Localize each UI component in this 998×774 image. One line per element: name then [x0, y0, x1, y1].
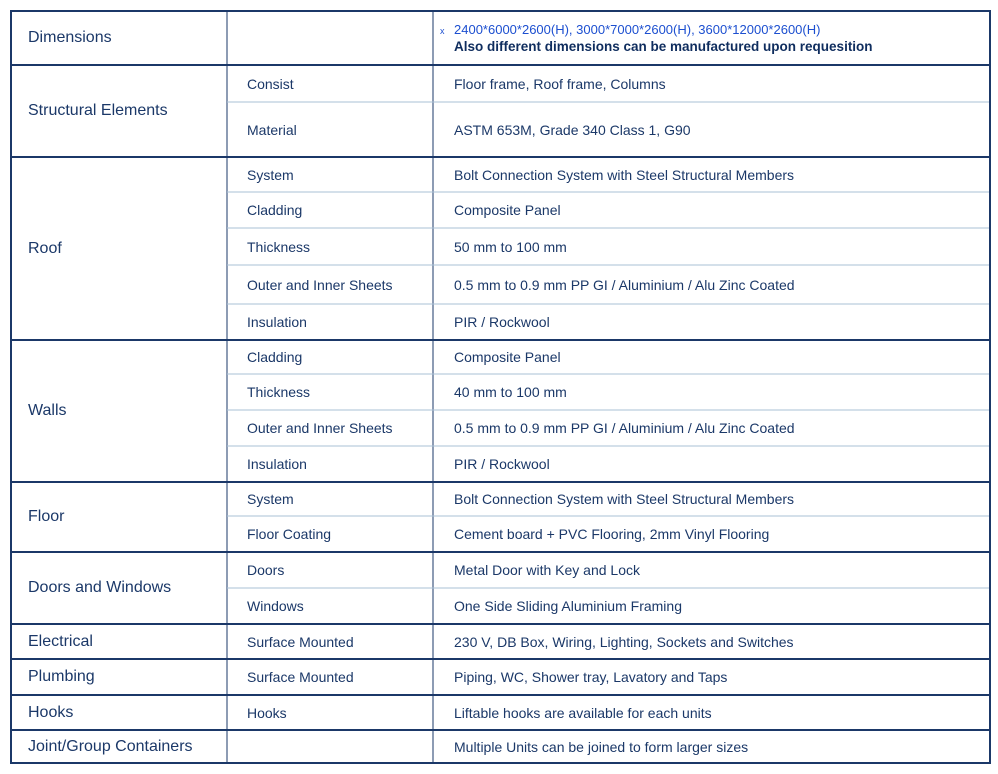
row-label-surface-mounted: Surface Mounted — [247, 633, 354, 650]
row-value-floor-coating: Cement board + PVC Flooring, 2mm Vinyl Flooring — [454, 526, 770, 542]
group-label-walls: Walls — [28, 402, 67, 419]
row-label-outer-and-inner-sheets: Outer and Inner Sheets — [247, 420, 393, 436]
group-label-floor: Floor — [28, 508, 65, 525]
row-value-cladding: Composite Panel — [454, 202, 561, 218]
dimensions-label: Dimensions — [28, 28, 112, 46]
row-label-windows: Windows — [247, 598, 304, 614]
row-label-consist: Consist — [247, 75, 294, 92]
row-value-hooks: Liftable hooks are available for each units — [454, 704, 712, 721]
row-value-consist: Floor frame, Roof frame, Columns — [454, 75, 666, 92]
row-value-doors: Metal Door with Key and Lock — [454, 562, 640, 578]
row-value-surface-mounted: Piping, WC, Shower tray, Lavatory and Taps — [454, 669, 728, 685]
row-label-system: System — [247, 491, 294, 507]
row-value-insulation: PIR / Rockwool — [454, 456, 550, 472]
row-label-thickness: Thickness — [247, 238, 311, 255]
bullet-marker: x — [440, 25, 445, 36]
row-label-hooks: Hooks — [247, 704, 287, 721]
group-label-plumbing: Plumbing — [28, 668, 95, 685]
group-label-electrical: Electrical — [28, 632, 93, 650]
dimension-sizes: 2400*6000*2600(H), 3000*7000*2600(H), 3600*12000*2600(H) — [454, 21, 821, 37]
row-label-thickness: Thickness — [247, 384, 311, 400]
row-value-material: ASTM 653M, Grade 340 Class 1, G90 — [454, 121, 691, 138]
group-label-roof: Roof — [28, 239, 62, 257]
row-label-cladding: Cladding — [247, 202, 303, 218]
group-label-structural-elements: Structural Elements — [28, 102, 168, 119]
row-label-insulation: Insulation — [247, 456, 307, 472]
row-value-insulation: PIR / Rockwool — [454, 314, 550, 330]
row-label-outer-and-inner-sheets: Outer and Inner Sheets — [247, 276, 393, 293]
custom-dimensions-note: Also different dimensions can be manufactured upon requesition — [454, 38, 873, 54]
row-label-floor-coating: Floor Coating — [247, 526, 332, 542]
row-label-system: System — [247, 166, 294, 183]
row-value-thickness: 40 mm to 100 mm — [454, 384, 567, 400]
row-value-thickness: 50 mm to 100 mm — [454, 238, 567, 255]
row-value-surface-mounted: 230 V, DB Box, Wiring, Lighting, Sockets and Switches — [454, 633, 794, 650]
row-label-doors: Doors — [247, 562, 285, 578]
row-value-cladding: Composite Panel — [454, 349, 561, 365]
spec-table — [10, 10, 991, 764]
row-label-cladding: Cladding — [247, 349, 303, 365]
row-value-windows: One Side Sliding Aluminium Framing — [454, 598, 682, 614]
row-value-system: Bolt Connection System with Steel Structural Members — [454, 491, 795, 507]
row-label-material: Material — [247, 121, 297, 138]
row-value-outer-and-inner-sheets: 0.5 mm to 0.9 mm PP GI / Aluminium / Alu Zinc Coated — [454, 420, 795, 436]
group-label-joint-group-containers: Joint/Group Containers — [28, 738, 193, 755]
row-label-surface-mounted: Surface Mounted — [247, 669, 354, 685]
group-label-doors-and-windows: Doors and Windows — [28, 579, 172, 596]
row-value-none: Multiple Units can be joined to form larger sizes — [454, 739, 749, 755]
dimensions-value — [433, 10, 991, 65]
row-value-outer-and-inner-sheets: 0.5 mm to 0.9 mm PP GI / Aluminium / Alu Zinc Coated — [454, 276, 795, 293]
group-label-hooks: Hooks — [28, 703, 74, 721]
row-value-system: Bolt Connection System with Steel Structural Members — [454, 166, 795, 183]
row-label-none — [227, 730, 433, 764]
row-label-insulation: Insulation — [247, 314, 307, 330]
